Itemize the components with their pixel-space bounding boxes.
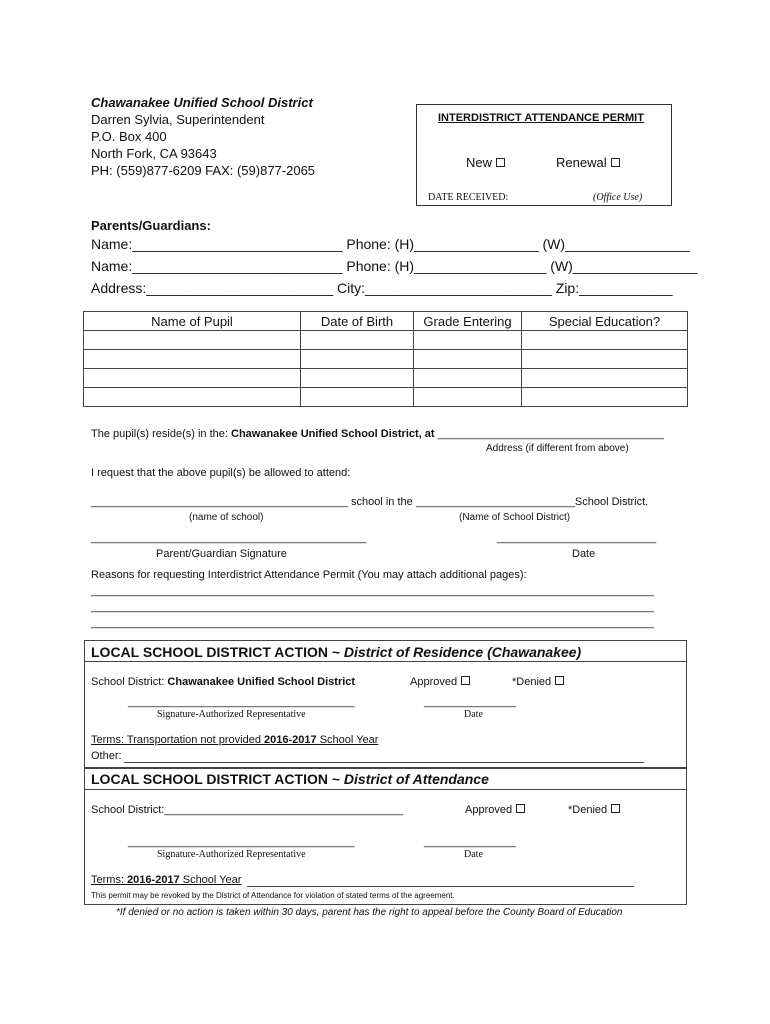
residence-approved-option[interactable] bbox=[410, 676, 470, 688]
table-row bbox=[84, 350, 688, 369]
name-of-school-caption: (name of school) bbox=[189, 512, 264, 523]
reasons-line-1[interactable]: ____________________________________________________________________________________________ bbox=[91, 585, 654, 597]
date-received-label: DATE RECEIVED: bbox=[428, 192, 509, 203]
guardian-row-1[interactable]: Name:___________________________ Phone: (H)________________ (W)________________ bbox=[91, 236, 690, 252]
residence-approved-label: Approved bbox=[410, 676, 458, 688]
residence-signature-label: Signature-Authorized Representative bbox=[157, 709, 306, 720]
residence-denied-label: *Denied bbox=[512, 676, 552, 688]
attendance-action-title-a: LOCAL SCHOOL DISTRICT ACTION ~ bbox=[91, 771, 344, 787]
guardian-row-2[interactable]: Name:___________________________ Phone: (H)_________________ (W)________________ bbox=[91, 258, 698, 274]
residence-district-name: Chawanakee Unified School District bbox=[167, 676, 356, 688]
residence-district-label: School District: bbox=[91, 676, 168, 688]
table-cell[interactable] bbox=[84, 369, 301, 388]
col-header-special-ed: Special Education? bbox=[522, 312, 688, 331]
attendance-signature-label: Signature-Authorized Representative bbox=[157, 849, 306, 860]
residence-signature-blank[interactable]: _____________________________________ bbox=[128, 696, 355, 708]
residence-date-blank[interactable]: _______________ bbox=[424, 696, 516, 708]
renewal-checkbox[interactable] bbox=[611, 158, 620, 167]
district-title: Chawanakee Unified School District bbox=[91, 95, 313, 110]
table-row bbox=[84, 331, 688, 350]
table-cell[interactable] bbox=[301, 369, 414, 388]
phone-line: PH: (559)877-6209 FAX: (59)877-2065 bbox=[91, 163, 316, 178]
attendance-denied-label: *Denied bbox=[568, 804, 608, 816]
address-row[interactable]: Address:________________________ City:________________________ Zip:____________ bbox=[91, 280, 673, 296]
renewal-label: Renewal bbox=[556, 155, 607, 170]
col-header-name: Name of Pupil bbox=[84, 312, 301, 331]
residence-blank: _____________________________________ bbox=[434, 428, 664, 440]
table-header-row bbox=[84, 312, 688, 331]
attendance-denied-checkbox[interactable] bbox=[611, 804, 620, 813]
residence-district-line bbox=[91, 676, 355, 688]
residence-action-title-a: LOCAL SCHOOL DISTRICT ACTION ~ bbox=[91, 644, 344, 660]
residence-action-title-b: District of Residence (Chawanakee) bbox=[343, 644, 582, 660]
attendance-signature-blank[interactable]: _____________________________________ bbox=[128, 836, 355, 848]
city-line: North Fork, CA 93643 bbox=[91, 146, 217, 161]
attendance-action-title-b: District of Attendance bbox=[343, 771, 489, 787]
table-cell[interactable] bbox=[84, 331, 301, 350]
po-box-line: P.O. Box 400 bbox=[91, 129, 167, 144]
parent-signature-label: Parent/Guardian Signature bbox=[156, 548, 287, 560]
reasons-label: Reasons for requesting Interdistrict Attendance Permit (You may attach additional pages): bbox=[91, 569, 527, 581]
pupil-table bbox=[83, 311, 688, 407]
guardians-heading: Parents/Guardians: bbox=[91, 218, 211, 233]
table-cell[interactable] bbox=[522, 388, 688, 407]
residence-action-title bbox=[91, 644, 581, 660]
reasons-line-2[interactable]: ____________________________________________________________________________________________ bbox=[91, 601, 654, 613]
residence-line[interactable] bbox=[91, 428, 664, 440]
residence-approved-checkbox[interactable] bbox=[461, 676, 470, 685]
attendance-action-title bbox=[91, 771, 489, 787]
parent-date-label: Date bbox=[572, 548, 596, 560]
revoke-note: This permit may be revoked by the District of Attendance for violation of stated terms of the agreement. bbox=[91, 891, 455, 900]
attendance-district-line[interactable]: School District:_______________________________________ bbox=[91, 804, 403, 816]
residence-date-label: Date bbox=[464, 709, 483, 720]
table-cell[interactable] bbox=[301, 388, 414, 407]
residence-denied-option[interactable] bbox=[512, 676, 564, 688]
attendance-terms-line[interactable] bbox=[247, 886, 634, 887]
address-caption: Address (if different from above) bbox=[486, 443, 629, 454]
residence-district: Chawanakee Unified School District, at bbox=[231, 428, 435, 440]
table-cell[interactable] bbox=[84, 388, 301, 407]
parent-signature-blank[interactable]: _____________________________________________ bbox=[91, 532, 367, 544]
parent-date-blank[interactable]: __________________________ bbox=[497, 532, 657, 544]
residence-terms-year: 2016-2017 bbox=[264, 734, 317, 746]
residence-other-label: Other: bbox=[91, 750, 122, 762]
appeal-note: *If denied or no action is taken within 30 days, parent has the right to appeal before the County Board of Education bbox=[116, 907, 623, 918]
reasons-line-3[interactable]: ____________________________________________________________________________________________ bbox=[91, 617, 654, 629]
table-cell[interactable] bbox=[414, 350, 522, 369]
col-header-grade: Grade Entering bbox=[414, 312, 522, 331]
attendance-terms-c: School Year bbox=[179, 874, 242, 886]
attendance-terms-a: Terms: bbox=[91, 874, 128, 886]
attendance-date-label: Date bbox=[464, 849, 483, 860]
residence-terms-a: Terms: Transportation not provided bbox=[91, 734, 265, 746]
attendance-approved-label: Approved bbox=[465, 804, 513, 816]
school-row[interactable]: __________________________________________ school in the __________________________School District. bbox=[91, 496, 649, 508]
renewal-option[interactable] bbox=[556, 155, 620, 170]
name-of-district-caption: (Name of School District) bbox=[459, 512, 571, 523]
attendance-terms-year: 2016-2017 bbox=[127, 874, 180, 886]
permit-title: INTERDISTRICT ATTENDANCE PERMIT bbox=[438, 112, 644, 124]
superintendent-line: Darren Sylvia, Superintendent bbox=[91, 112, 265, 127]
request-line: I request that the above pupil(s) be allowed to attend: bbox=[91, 467, 351, 479]
new-label: New bbox=[466, 155, 493, 170]
new-option[interactable] bbox=[466, 155, 505, 170]
table-cell[interactable] bbox=[522, 369, 688, 388]
residence-title-divider bbox=[84, 661, 687, 662]
table-cell[interactable] bbox=[414, 388, 522, 407]
table-cell[interactable] bbox=[414, 369, 522, 388]
attendance-terms bbox=[91, 874, 241, 886]
residence-other-line[interactable] bbox=[124, 762, 644, 763]
table-cell[interactable] bbox=[301, 331, 414, 350]
table-cell[interactable] bbox=[84, 350, 301, 369]
attendance-title-divider bbox=[84, 789, 687, 790]
attendance-date-blank[interactable]: _______________ bbox=[424, 836, 516, 848]
office-use-label: (Office Use) bbox=[593, 192, 643, 203]
col-header-dob: Date of Birth bbox=[301, 312, 414, 331]
table-cell[interactable] bbox=[414, 331, 522, 350]
attendance-approved-checkbox[interactable] bbox=[516, 804, 525, 813]
table-cell[interactable] bbox=[522, 331, 688, 350]
table-cell[interactable] bbox=[301, 350, 414, 369]
residence-terms bbox=[91, 734, 378, 746]
table-row bbox=[84, 388, 688, 407]
table-cell[interactable] bbox=[522, 350, 688, 369]
table-row bbox=[84, 369, 688, 388]
residence-terms-c: School Year bbox=[316, 734, 379, 746]
residence-prefix: The pupil(s) reside(s) in the: bbox=[91, 428, 231, 440]
attendance-approved-option[interactable] bbox=[465, 804, 525, 816]
new-checkbox[interactable] bbox=[496, 158, 505, 167]
residence-denied-checkbox[interactable] bbox=[555, 676, 564, 685]
attendance-denied-option[interactable] bbox=[568, 804, 620, 816]
